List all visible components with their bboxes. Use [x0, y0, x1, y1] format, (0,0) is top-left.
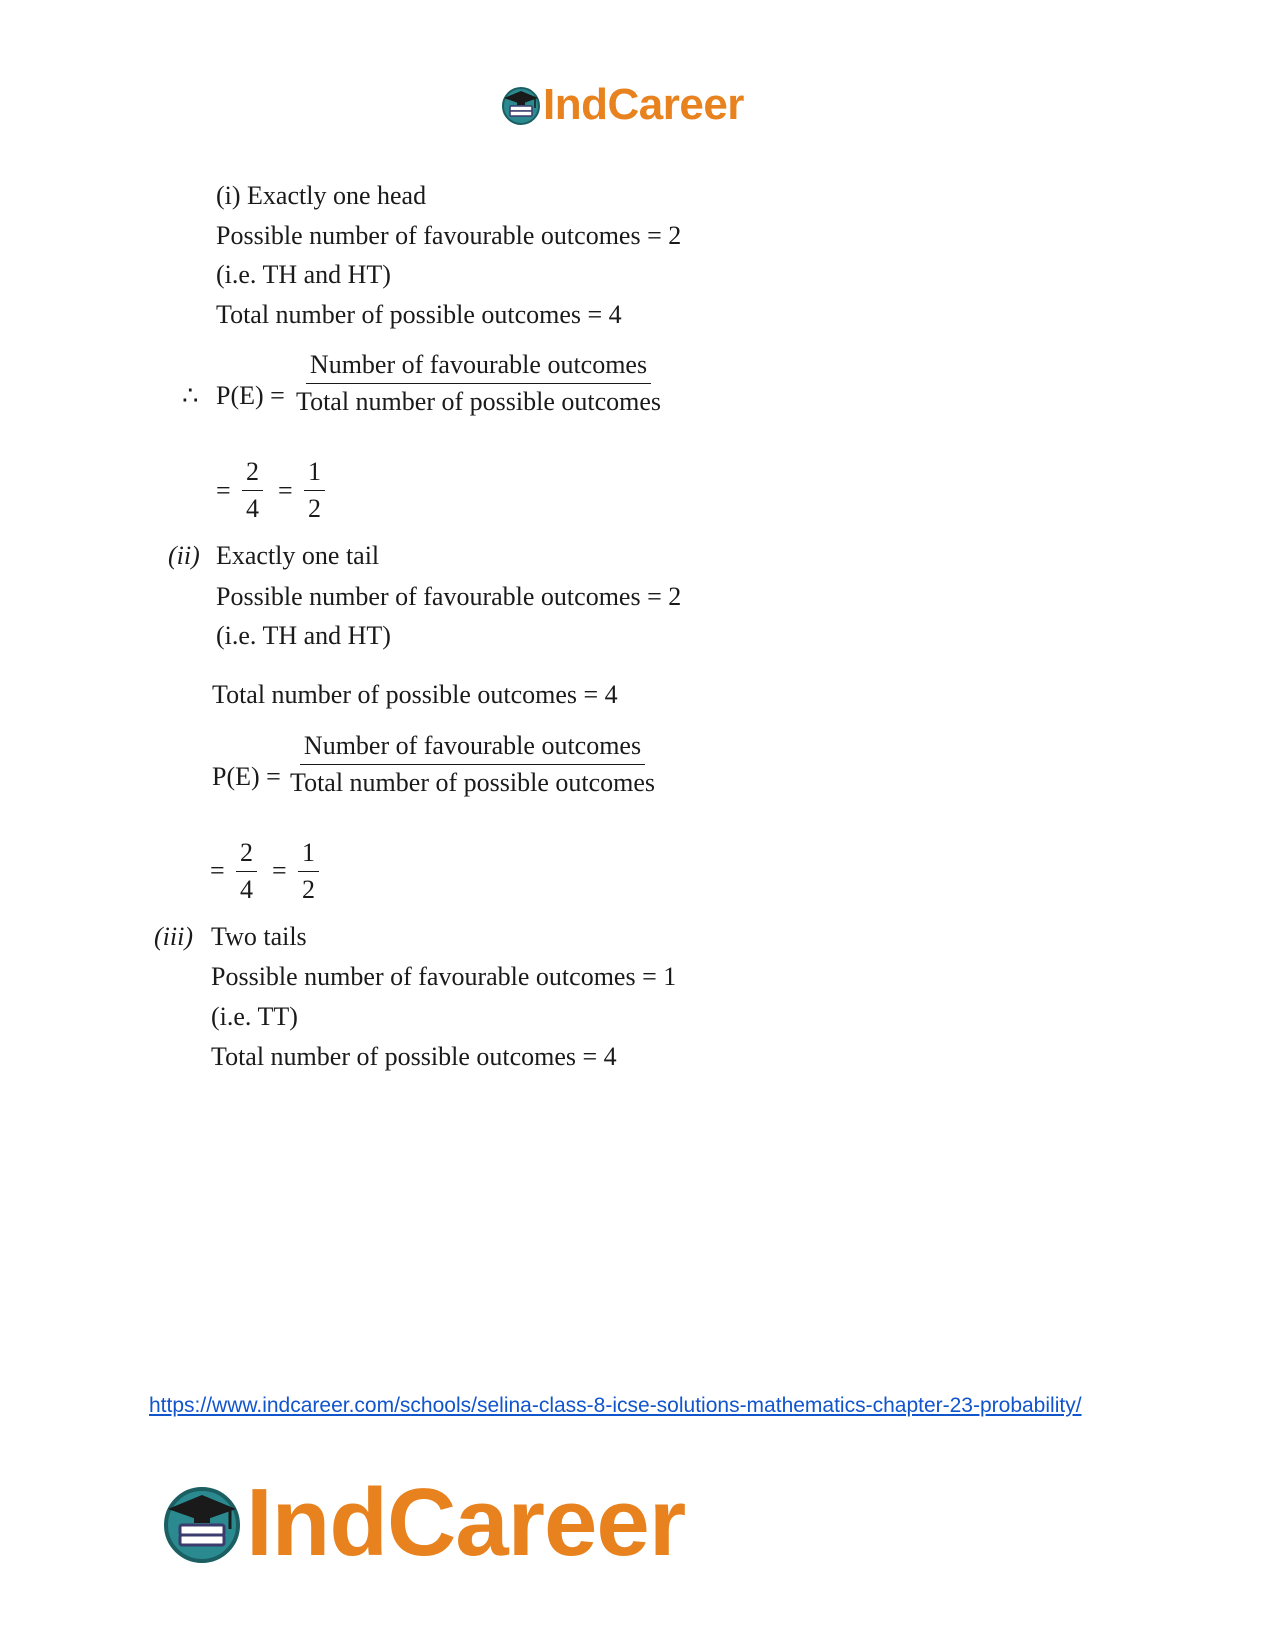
part-ii-fraction-2: [298, 838, 319, 905]
part-i-label: (i): [216, 181, 241, 210]
part-ii-eq2: =: [272, 856, 287, 885]
part-ii-title: Exactly one tail: [216, 541, 380, 570]
fraction-denominator: 4: [240, 875, 253, 904]
part-i-heading: [216, 181, 426, 211]
footer-logo: [160, 1468, 685, 1578]
fraction-numerator: 1: [304, 457, 325, 491]
part-i-title: Exactly one head: [247, 181, 427, 210]
part-iii-ie: (i.e. TT): [211, 1002, 298, 1031]
source-url-link[interactable]: https://www.indcareer.com/schools/selina-class-8-icse-solutions-mathematics-chapter-23-probability/: [149, 1394, 1082, 1417]
part-ii-ie: (i.e. TH and HT): [216, 621, 391, 650]
part-i-total: Total number of possible outcomes = 4: [216, 300, 622, 329]
part-i-eq1: =: [216, 476, 231, 505]
fraction-numerator: 1: [298, 838, 319, 872]
part-i-pe-label: P(E) =: [216, 381, 285, 410]
therefore-symbol: ∴: [182, 381, 199, 410]
part-ii-eq1: =: [210, 856, 225, 885]
part-i-fraction-2: [304, 457, 325, 524]
fraction-denominator: 2: [302, 875, 315, 904]
part-ii-total: Total number of possible outcomes = 4: [212, 680, 618, 709]
part-iii-title: Two tails: [211, 922, 307, 951]
part-iii-favourable: Possible number of favourable outcomes = 1: [211, 962, 677, 991]
part-ii-label: (ii): [168, 541, 200, 570]
part-i-formula: [296, 350, 661, 417]
part-i-eq2: =: [278, 476, 293, 505]
formula-numerator: Number of favourable outcomes: [300, 731, 645, 765]
brand-wordmark: IndCareer: [543, 80, 744, 129]
formula-numerator: Number of favourable outcomes: [306, 350, 651, 384]
brand-wordmark: IndCareer: [246, 1469, 686, 1576]
part-ii-pe-label: P(E) =: [212, 762, 281, 791]
part-ii-favourable: Possible number of favourable outcomes = 2: [216, 582, 682, 611]
part-ii-formula: [290, 731, 655, 798]
fraction-denominator: 4: [246, 494, 259, 523]
header-logo: [500, 80, 744, 130]
formula-denominator: Total number of possible outcomes: [290, 768, 656, 797]
part-iii-total: Total number of possible outcomes = 4: [211, 1042, 617, 1071]
part-ii-fraction-1: [236, 838, 257, 905]
part-i-ie: (i.e. TH and HT): [216, 260, 391, 289]
part-i-favourable: Possible number of favourable outcomes = 2: [216, 221, 682, 250]
graduation-cap-book-globe-icon: [500, 84, 542, 126]
part-iii-label: (iii): [154, 922, 193, 951]
fraction-denominator: 2: [308, 494, 321, 523]
fraction-numerator: 2: [242, 457, 263, 491]
fraction-numerator: 2: [236, 838, 257, 872]
graduation-cap-book-globe-icon: [160, 1481, 244, 1565]
formula-denominator: Total number of possible outcomes: [296, 387, 662, 416]
part-i-fraction-1: [242, 457, 263, 524]
